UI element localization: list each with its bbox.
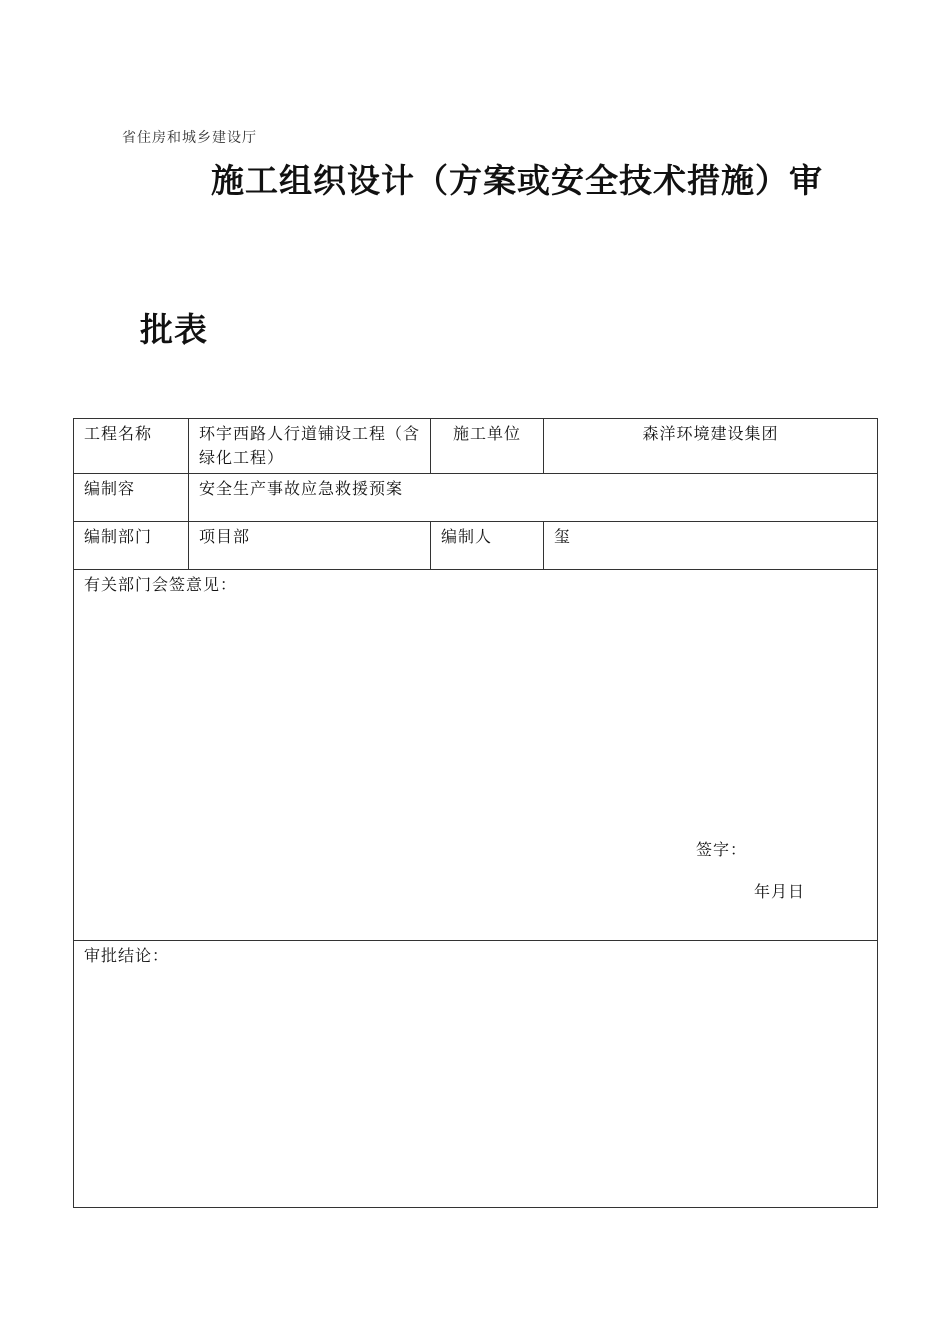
author-value: 玺	[544, 522, 878, 570]
signature-label: 签字：	[696, 840, 748, 859]
table-row	[74, 474, 878, 522]
opinions-cell	[74, 570, 878, 941]
conclusion-label: 审批结论：	[84, 946, 170, 965]
page-title-line-1: 施工组织设计（方案或安全技术措施）审	[211, 161, 823, 200]
author-label: 编制人	[431, 522, 544, 570]
opinions-label: 有关部门会签意见：	[84, 575, 238, 594]
issuing-organization: 省住房和城乡建设厅	[122, 130, 257, 146]
table-row	[74, 522, 878, 570]
table-row	[74, 570, 878, 941]
page-title-line-2: 批表	[140, 310, 208, 349]
department-value: 项目部	[189, 522, 431, 570]
approval-form-table	[73, 418, 878, 1208]
contractor-value: 森洋环境建设集团	[544, 419, 878, 474]
conclusion-cell	[74, 941, 878, 1208]
content-value: 安全生产事故应急救援预案	[189, 474, 878, 522]
table-row	[74, 419, 878, 474]
content-label: 编制容	[74, 474, 189, 522]
table-row	[74, 941, 878, 1208]
date-label: 年月日	[754, 882, 806, 901]
project-name-label: 工程名称	[74, 419, 189, 474]
project-name-value: 环宇西路人行道铺设工程（含绿化工程）	[189, 419, 431, 474]
contractor-label: 施工单位	[431, 419, 544, 474]
department-label: 编制部门	[74, 522, 189, 570]
